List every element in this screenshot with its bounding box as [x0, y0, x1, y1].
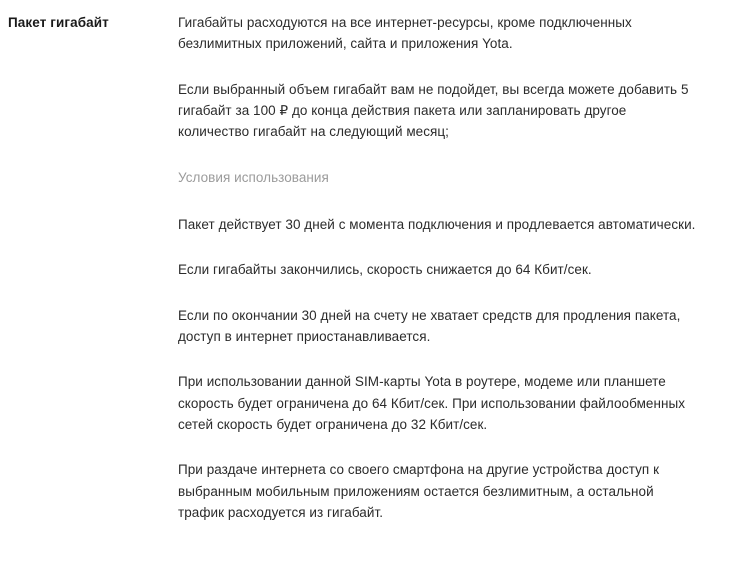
description-column: [178, 12, 744, 523]
term-column: [0, 12, 178, 32]
subheading-usage-conditions: Условия использования: [178, 169, 329, 185]
paragraph-speed-limit-after-depletion: Если гигабайты закончились, скорость снижается до 64 Кбит/сек.: [178, 262, 592, 278]
term-label: Пакет гигабайт: [8, 15, 109, 30]
paragraph-gigabyte-usage: Гигабайты расходуются на все интернет-ресурсы, кроме подключенных безлимитных приложений, сайта и приложения Yota.: [178, 15, 632, 52]
definition-row: [0, 12, 744, 523]
paragraph-add-gigabytes: Если выбранный объем гигабайт вам не подойдет, вы всегда можете добавить 5 гигабайт за 100 ₽ до конца действия пакета или запланировать другое количество гигабайт на следующий месяц;: [178, 81, 689, 140]
paragraph-tethering: При раздаче интернета со своего смартфона на другие устройства доступ к выбранным мобильным приложениям остается безлимитным, а остальной трафик расходуется из гигабайт.: [178, 462, 660, 520]
paragraph-package-duration: Пакет действует 30 дней с момента подключения и продлевается автоматически.: [178, 216, 696, 232]
paragraph-router-modem-tablet-limit: При использовании данной SIM-карты Yota в роутере, модеме или планшете скорость будет ограничена до 64 Кбит/сек. При использовании файлообменных сетей скорость будет ограничена до 32 Кбит/сек.: [178, 374, 686, 432]
paragraph-insufficient-funds: Если по окончании 30 дней на счету не хватает средств для продления пакета, доступ в интернет приостанавливается.: [178, 307, 681, 344]
